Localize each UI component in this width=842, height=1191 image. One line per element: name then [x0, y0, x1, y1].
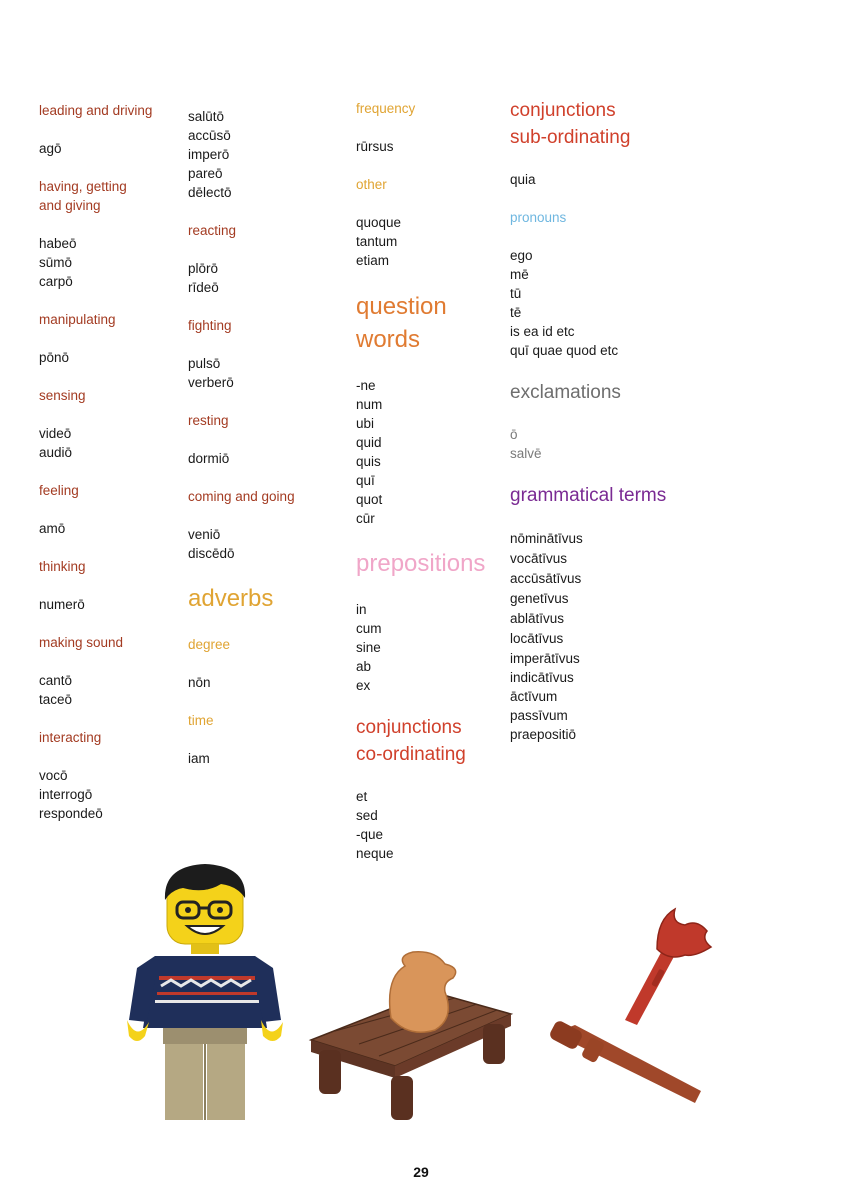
word: -ne	[356, 378, 376, 393]
heading-degree: degree	[188, 637, 231, 652]
word: praepositiō	[510, 727, 577, 742]
word: pulsō	[188, 356, 221, 371]
word: vocō	[39, 768, 68, 783]
heading-thinking: thinking	[39, 559, 86, 574]
word: locātīvus	[510, 631, 564, 646]
heading-sensing: sensing	[39, 388, 86, 403]
word: numerō	[39, 597, 85, 612]
word: -que	[356, 827, 384, 842]
word: veniō	[188, 527, 221, 542]
word: indicātīvus	[510, 670, 574, 685]
section-title-adverbs: adverbs	[188, 585, 274, 612]
table-with-bag-illustration	[305, 948, 517, 1123]
word: taceō	[39, 692, 73, 707]
word: sūmō	[39, 255, 73, 270]
heading-other: other	[356, 177, 387, 192]
word: imperō	[188, 147, 230, 162]
word: accūsātīvus	[510, 571, 582, 586]
word: agō	[39, 141, 62, 156]
word: salūtō	[188, 109, 225, 124]
section-title-question-line1: question	[356, 293, 447, 320]
heading-feeling: feeling	[39, 483, 79, 498]
word: neque	[356, 846, 394, 861]
word: habeō	[39, 236, 77, 251]
heading-having-line1: having, getting	[39, 179, 127, 194]
word: imperātīvus	[510, 651, 580, 666]
heading-having-line2: and giving	[39, 198, 101, 213]
word: ubi	[356, 416, 375, 431]
section-title-conjunctions-subord-line1: conjunctions	[510, 100, 616, 121]
word: ex	[356, 678, 371, 693]
word: quia	[510, 172, 536, 187]
word: iam	[188, 751, 210, 766]
heading-interacting: interacting	[39, 730, 102, 745]
section-title-conjunctions-subord-line2: sub-ordinating	[510, 127, 631, 148]
torch-and-stick-illustration	[545, 905, 715, 1110]
word: in	[356, 602, 367, 617]
page-number: 29	[413, 1164, 429, 1180]
word: ego	[510, 248, 533, 263]
heading-making-sound: making sound	[39, 635, 124, 650]
word: is ea id etc	[510, 324, 575, 339]
word: tantum	[356, 234, 398, 249]
word: sine	[356, 640, 381, 655]
word: etiam	[356, 253, 390, 268]
word: quī quae quod etc	[510, 343, 619, 358]
word: ab	[356, 659, 372, 674]
heading-frequency: frequency	[356, 101, 416, 116]
word: plōrō	[188, 261, 219, 276]
word: nōn	[188, 675, 211, 690]
word: videō	[39, 426, 72, 441]
word: interrogō	[39, 787, 93, 802]
word: quid	[356, 435, 382, 450]
heading-pronouns: pronouns	[510, 210, 567, 225]
word: passīvum	[510, 708, 568, 723]
heading-time: time	[188, 713, 214, 728]
word: rīdeō	[188, 280, 219, 295]
word: amō	[39, 521, 66, 536]
word: respondeō	[39, 806, 103, 821]
section-title-grammatical-terms: grammatical terms	[510, 485, 667, 506]
heading-resting: resting	[188, 413, 229, 428]
section-title-prepositions: prepositions	[356, 550, 486, 577]
heading-manipulating: manipulating	[39, 312, 116, 327]
word: et	[356, 789, 368, 804]
word: quī	[356, 473, 375, 488]
word: audiō	[39, 445, 73, 460]
word: discēdō	[188, 546, 235, 561]
word: tū	[510, 286, 522, 301]
word: tē	[510, 305, 522, 320]
word: carpō	[39, 274, 73, 289]
word: accūsō	[188, 128, 231, 143]
section-title-conjunctions-coord-line2: co-ordinating	[356, 744, 466, 765]
word: cantō	[39, 673, 73, 688]
word: pareō	[188, 166, 223, 181]
word: ō	[510, 427, 518, 442]
word: nōminātīvus	[510, 531, 583, 546]
word: dēlectō	[188, 185, 232, 200]
section-title-exclamations: exclamations	[510, 382, 621, 403]
word: num	[356, 397, 383, 412]
word: cūr	[356, 511, 375, 526]
word: vocātīvus	[510, 551, 568, 566]
heading-reacting: reacting	[188, 223, 237, 238]
word: rūrsus	[356, 139, 394, 154]
word: dormiō	[188, 451, 230, 466]
heading-coming-and-going: coming and going	[188, 489, 295, 504]
heading-fighting: fighting	[188, 318, 232, 333]
word: quot	[356, 492, 383, 507]
word: quis	[356, 454, 381, 469]
word: salvē	[510, 446, 542, 461]
section-title-conjunctions-coord-line1: conjunctions	[356, 717, 462, 738]
minifigure-illustration	[125, 860, 295, 1122]
word: quoque	[356, 215, 402, 230]
word: cum	[356, 621, 382, 636]
word: mē	[510, 267, 529, 282]
heading-leading-and-driving: leading and driving	[39, 103, 153, 118]
word: ablātīvus	[510, 611, 565, 626]
word: sed	[356, 808, 378, 823]
word: verberō	[188, 375, 234, 390]
word: āctīvum	[510, 689, 558, 704]
word: pōnō	[39, 350, 70, 365]
word: genetīvus	[510, 591, 569, 606]
section-title-question-line2: words	[356, 326, 421, 353]
